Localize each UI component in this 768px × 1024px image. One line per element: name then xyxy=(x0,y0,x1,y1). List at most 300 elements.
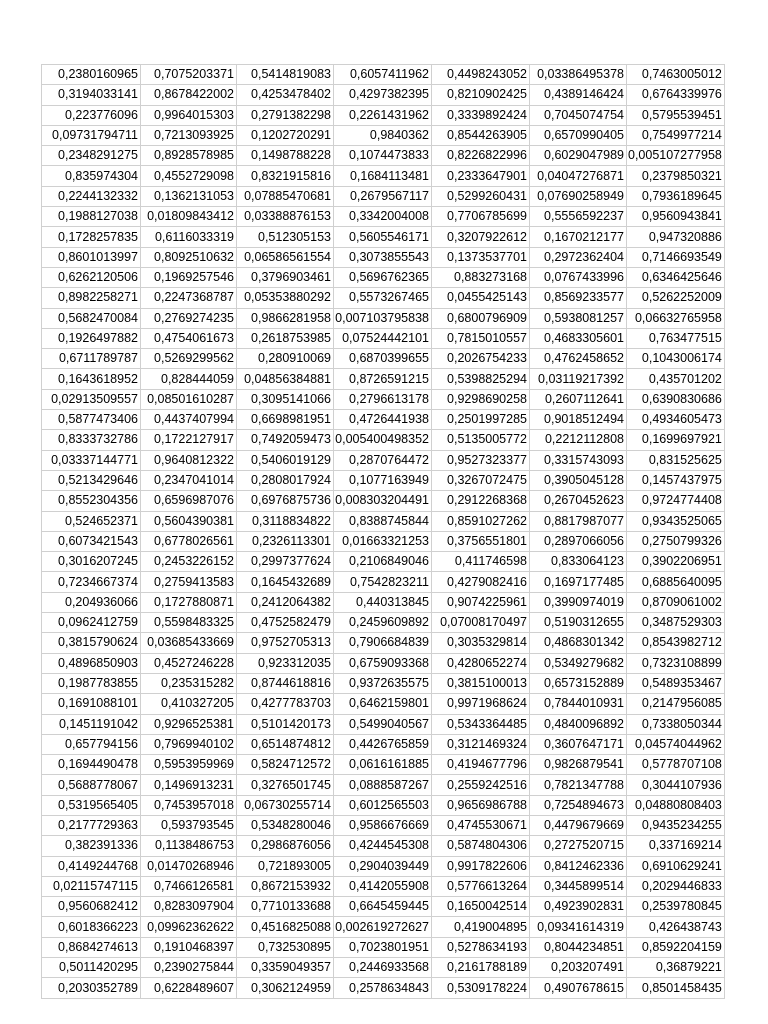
table-cell[interactable]: 0,440313845 xyxy=(334,592,432,612)
table-cell[interactable]: 0,02115747115 xyxy=(42,876,141,896)
table-cell[interactable]: 0,0888587267 xyxy=(334,775,432,795)
table-cell[interactable]: 0,2986876056 xyxy=(237,836,334,856)
table-cell[interactable]: 0,7234667374 xyxy=(42,572,141,592)
table-cell[interactable]: 0,6057411962 xyxy=(334,65,432,85)
table-cell[interactable]: 0,1043006174 xyxy=(627,349,725,369)
table-cell[interactable]: 0,2161788189 xyxy=(432,958,530,978)
table-cell[interactable]: 0,7821347788 xyxy=(530,775,627,795)
table-cell[interactable]: 0,07885470681 xyxy=(237,186,334,206)
table-cell[interactable]: 0,9866281958 xyxy=(237,308,334,328)
table-cell[interactable]: 0,9840362 xyxy=(334,125,432,145)
table-cell[interactable]: 0,4527246228 xyxy=(141,653,237,673)
table-cell[interactable]: 0,007103795838 xyxy=(334,308,432,328)
table-cell[interactable]: 0,2607112641 xyxy=(530,389,627,409)
table-cell[interactable]: 0,4297382395 xyxy=(334,85,432,105)
table-cell[interactable]: 0,6029047989 xyxy=(530,146,627,166)
table-cell[interactable]: 0,1498788228 xyxy=(237,146,334,166)
table-cell[interactable]: 0,9560943841 xyxy=(627,207,725,227)
table-cell[interactable]: 0,657794156 xyxy=(42,734,141,754)
table-cell[interactable]: 0,0616161885 xyxy=(334,755,432,775)
table-cell[interactable]: 0,8543982712 xyxy=(627,633,725,653)
table-cell[interactable]: 0,7815010557 xyxy=(432,328,530,348)
table-cell[interactable]: 0,4479679669 xyxy=(530,815,627,835)
table-cell[interactable]: 0,6514874812 xyxy=(237,734,334,754)
table-cell[interactable]: 0,2750799326 xyxy=(627,531,725,551)
table-cell[interactable]: 0,833064123 xyxy=(530,552,627,572)
table-cell[interactable]: 0,3207922612 xyxy=(432,227,530,247)
table-cell[interactable]: 0,732530895 xyxy=(237,937,334,957)
table-cell[interactable]: 0,9724774408 xyxy=(627,491,725,511)
table-cell[interactable]: 0,08501610287 xyxy=(141,389,237,409)
table-cell[interactable]: 0,03685433669 xyxy=(141,633,237,653)
table-cell[interactable]: 0,005400498352 xyxy=(334,430,432,450)
table-cell[interactable]: 0,4552729098 xyxy=(141,166,237,186)
table-cell[interactable]: 0,4868301342 xyxy=(530,633,627,653)
table-cell[interactable]: 0,5605546171 xyxy=(334,227,432,247)
table-cell[interactable]: 0,6698981951 xyxy=(237,410,334,430)
table-cell[interactable]: 0,435701202 xyxy=(627,369,725,389)
table-cell[interactable]: 0,008303204491 xyxy=(334,491,432,511)
table-cell[interactable]: 0,3796903461 xyxy=(237,267,334,287)
table-cell[interactable]: 0,5795539451 xyxy=(627,105,725,125)
table-cell[interactable]: 0,6462159801 xyxy=(334,694,432,714)
table-cell[interactable]: 0,2106849046 xyxy=(334,552,432,572)
table-cell[interactable]: 0,9752705313 xyxy=(237,633,334,653)
table-cell[interactable]: 0,7936189645 xyxy=(627,186,725,206)
table-cell[interactable]: 0,3815100013 xyxy=(432,673,530,693)
table-cell[interactable]: 0,2379850321 xyxy=(627,166,725,186)
table-cell[interactable]: 0,8333732786 xyxy=(42,430,141,450)
table-cell[interactable]: 0,2412064382 xyxy=(237,592,334,612)
table-cell[interactable]: 0,4726441938 xyxy=(334,410,432,430)
table-cell[interactable]: 0,4754061673 xyxy=(141,328,237,348)
table-cell[interactable]: 0,06730255714 xyxy=(237,795,334,815)
table-cell[interactable]: 0,2453226152 xyxy=(141,552,237,572)
table-cell[interactable]: 0,5874804306 xyxy=(432,836,530,856)
table-cell[interactable]: 0,8592204159 xyxy=(627,937,725,957)
table-cell[interactable]: 0,04047276871 xyxy=(530,166,627,186)
table-cell[interactable]: 0,9586676669 xyxy=(334,815,432,835)
table-cell[interactable]: 0,5598483325 xyxy=(141,613,237,633)
table-cell[interactable]: 0,04880808403 xyxy=(627,795,725,815)
table-cell[interactable]: 0,8569233577 xyxy=(530,288,627,308)
table-cell[interactable]: 0,6910629241 xyxy=(627,856,725,876)
table-cell[interactable]: 0,6012565503 xyxy=(334,795,432,815)
table-cell[interactable]: 0,7969940102 xyxy=(141,734,237,754)
table-cell[interactable]: 0,9527323377 xyxy=(432,450,530,470)
table-cell[interactable]: 0,2539780845 xyxy=(627,897,725,917)
table-cell[interactable]: 0,5604390381 xyxy=(141,511,237,531)
table-cell[interactable]: 0,947320886 xyxy=(627,227,725,247)
table-cell[interactable]: 0,8226822996 xyxy=(432,146,530,166)
table-cell[interactable]: 0,7213093925 xyxy=(141,125,237,145)
table-cell[interactable]: 0,2727520715 xyxy=(530,836,627,856)
table-cell[interactable]: 0,5278634193 xyxy=(432,937,530,957)
table-cell[interactable]: 0,1699697921 xyxy=(627,430,725,450)
table-cell[interactable]: 0,721893005 xyxy=(237,856,334,876)
table-cell[interactable]: 0,8601013997 xyxy=(42,247,141,267)
table-cell[interactable]: 0,2670452623 xyxy=(530,491,627,511)
table-cell[interactable]: 0,6073421543 xyxy=(42,531,141,551)
table-cell[interactable]: 0,2501997285 xyxy=(432,410,530,430)
table-cell[interactable]: 0,8412462336 xyxy=(530,856,627,876)
table-cell[interactable]: 0,5011420295 xyxy=(42,958,141,978)
table-cell[interactable]: 0,0767433996 xyxy=(530,267,627,287)
table-cell[interactable]: 0,8678422002 xyxy=(141,85,237,105)
table-cell[interactable]: 0,5776613264 xyxy=(432,876,530,896)
table-cell[interactable]: 0,0455425143 xyxy=(432,288,530,308)
table-cell[interactable]: 0,9435234255 xyxy=(627,815,725,835)
table-cell[interactable]: 0,3607647171 xyxy=(530,734,627,754)
table-cell[interactable]: 0,5398825294 xyxy=(432,369,530,389)
table-cell[interactable]: 0,828444059 xyxy=(141,369,237,389)
table-cell[interactable]: 0,5499040567 xyxy=(334,714,432,734)
table-cell[interactable]: 0,5101420173 xyxy=(237,714,334,734)
table-cell[interactable]: 0,4426765859 xyxy=(334,734,432,754)
table-cell[interactable]: 0,7453957018 xyxy=(141,795,237,815)
table-cell[interactable]: 0,04856384881 xyxy=(237,369,334,389)
table-cell[interactable]: 0,07690258949 xyxy=(530,186,627,206)
table-cell[interactable]: 0,512305153 xyxy=(237,227,334,247)
table-cell[interactable]: 0,02913509557 xyxy=(42,389,141,409)
table-cell[interactable]: 0,6228489607 xyxy=(141,978,237,998)
table-cell[interactable]: 0,2390275844 xyxy=(141,958,237,978)
table-cell[interactable]: 0,2029446833 xyxy=(627,876,725,896)
table-cell[interactable]: 0,883273168 xyxy=(432,267,530,287)
table-cell[interactable]: 0,9656986788 xyxy=(432,795,530,815)
table-cell[interactable]: 0,2769274235 xyxy=(141,308,237,328)
table-cell[interactable]: 0,7045074754 xyxy=(530,105,627,125)
table-cell[interactable]: 0,09341614319 xyxy=(530,917,627,937)
table-cell[interactable]: 0,2026754233 xyxy=(432,349,530,369)
table-cell[interactable]: 0,2030352789 xyxy=(42,978,141,998)
table-cell[interactable]: 0,5414819083 xyxy=(237,65,334,85)
table-cell[interactable]: 0,6262120506 xyxy=(42,267,141,287)
table-cell[interactable]: 0,6645459445 xyxy=(334,897,432,917)
table-cell[interactable]: 0,6346425646 xyxy=(627,267,725,287)
table-cell[interactable]: 0,8210902425 xyxy=(432,85,530,105)
table-cell[interactable]: 0,4840096892 xyxy=(530,714,627,734)
table-cell[interactable]: 0,3487529303 xyxy=(627,613,725,633)
table-cell[interactable]: 0,1496913231 xyxy=(141,775,237,795)
table-cell[interactable]: 0,1728257835 xyxy=(42,227,141,247)
table-cell[interactable]: 0,7146693549 xyxy=(627,247,725,267)
table-cell[interactable]: 0,2559242516 xyxy=(432,775,530,795)
table-cell[interactable]: 0,2247368787 xyxy=(141,288,237,308)
table-cell[interactable]: 0,8726591215 xyxy=(334,369,432,389)
table-cell[interactable]: 0,8672153932 xyxy=(237,876,334,896)
table-cell[interactable]: 0,8709061002 xyxy=(627,592,725,612)
table-cell[interactable]: 0,5348280046 xyxy=(237,815,334,835)
table-cell[interactable]: 0,1138486753 xyxy=(141,836,237,856)
table-cell[interactable]: 0,1691088101 xyxy=(42,694,141,714)
table-cell[interactable]: 0,9018512494 xyxy=(530,410,627,430)
table-cell[interactable]: 0,7075203371 xyxy=(141,65,237,85)
table-cell[interactable]: 0,6885640095 xyxy=(627,572,725,592)
table-cell[interactable]: 0,4498243052 xyxy=(432,65,530,85)
table-cell[interactable]: 0,8092510632 xyxy=(141,247,237,267)
table-cell[interactable]: 0,4253478402 xyxy=(237,85,334,105)
table-cell[interactable]: 0,4896850903 xyxy=(42,653,141,673)
table-cell[interactable]: 0,3445899514 xyxy=(530,876,627,896)
table-cell[interactable]: 0,2348291275 xyxy=(42,146,141,166)
table-cell[interactable]: 0,203207491 xyxy=(530,958,627,978)
table-cell[interactable]: 0,2759413583 xyxy=(141,572,237,592)
table-cell[interactable]: 0,2578634843 xyxy=(334,978,432,998)
table-cell[interactable]: 0,09962362622 xyxy=(141,917,237,937)
table-cell[interactable]: 0,2870764472 xyxy=(334,450,432,470)
table-cell[interactable]: 0,9074225961 xyxy=(432,592,530,612)
table-cell[interactable]: 0,8501458435 xyxy=(627,978,725,998)
table-cell[interactable]: 0,7254894673 xyxy=(530,795,627,815)
table-cell[interactable]: 0,8928578985 xyxy=(141,146,237,166)
table-cell[interactable]: 0,06586561554 xyxy=(237,247,334,267)
table-cell[interactable]: 0,9560682412 xyxy=(42,897,141,917)
table-cell[interactable]: 0,1077163949 xyxy=(334,470,432,490)
table-cell[interactable]: 0,7492059473 xyxy=(237,430,334,450)
table-cell[interactable]: 0,7906684839 xyxy=(334,633,432,653)
table-cell[interactable]: 0,3121469324 xyxy=(432,734,530,754)
table-cell[interactable]: 0,6018366223 xyxy=(42,917,141,937)
table-cell[interactable]: 0,593793545 xyxy=(141,815,237,835)
table-cell[interactable]: 0,4279082416 xyxy=(432,572,530,592)
table-cell[interactable]: 0,5938081257 xyxy=(530,308,627,328)
table-cell[interactable]: 0,382391336 xyxy=(42,836,141,856)
table-cell[interactable]: 0,01470268946 xyxy=(141,856,237,876)
table-cell[interactable]: 0,4923902831 xyxy=(530,897,627,917)
table-cell[interactable]: 0,1373537701 xyxy=(432,247,530,267)
table-cell[interactable]: 0,2796613178 xyxy=(334,389,432,409)
table-cell[interactable]: 0,6390830686 xyxy=(627,389,725,409)
table-cell[interactable]: 0,410327205 xyxy=(141,694,237,714)
table-cell[interactable]: 0,831525625 xyxy=(627,450,725,470)
table-cell[interactable]: 0,3016207245 xyxy=(42,552,141,572)
table-cell[interactable]: 0,5556592237 xyxy=(530,207,627,227)
table-cell[interactable]: 0,1074473833 xyxy=(334,146,432,166)
table-cell[interactable]: 0,3815790624 xyxy=(42,633,141,653)
table-cell[interactable]: 0,3095141066 xyxy=(237,389,334,409)
table-cell[interactable]: 0,1727880871 xyxy=(141,592,237,612)
table-cell[interactable]: 0,1969257546 xyxy=(141,267,237,287)
table-cell[interactable]: 0,4762458652 xyxy=(530,349,627,369)
table-cell[interactable]: 0,1670212177 xyxy=(530,227,627,247)
table-cell[interactable]: 0,07008170497 xyxy=(432,613,530,633)
table-cell[interactable]: 0,9917822606 xyxy=(432,856,530,876)
table-cell[interactable]: 0,4149244768 xyxy=(42,856,141,876)
table-cell[interactable]: 0,7710133688 xyxy=(237,897,334,917)
table-cell[interactable]: 0,6800796909 xyxy=(432,308,530,328)
table-cell[interactable]: 0,2347041014 xyxy=(141,470,237,490)
table-cell[interactable]: 0,7466126581 xyxy=(141,876,237,896)
table-cell[interactable]: 0,2808017924 xyxy=(237,470,334,490)
table-cell[interactable]: 0,36879221 xyxy=(627,958,725,978)
table-cell[interactable]: 0,8591027262 xyxy=(432,511,530,531)
table-cell[interactable]: 0,07524442101 xyxy=(334,328,432,348)
table-cell[interactable]: 0,7463005012 xyxy=(627,65,725,85)
table-cell[interactable]: 0,9971968624 xyxy=(432,694,530,714)
table-cell[interactable]: 0,2618753985 xyxy=(237,328,334,348)
table-cell[interactable]: 0,7323108899 xyxy=(627,653,725,673)
table-cell[interactable]: 0,3756551801 xyxy=(432,531,530,551)
table-cell[interactable]: 0,1643618952 xyxy=(42,369,141,389)
table-cell[interactable]: 0,01663321253 xyxy=(334,531,432,551)
table-cell[interactable]: 0,3267072475 xyxy=(432,470,530,490)
table-cell[interactable]: 0,1722127917 xyxy=(141,430,237,450)
table-cell[interactable]: 0,4277783703 xyxy=(237,694,334,714)
table-cell[interactable]: 0,8982258271 xyxy=(42,288,141,308)
table-cell[interactable]: 0,8684274613 xyxy=(42,937,141,957)
table-cell[interactable]: 0,337169214 xyxy=(627,836,725,856)
table-cell[interactable]: 0,4389146424 xyxy=(530,85,627,105)
table-cell[interactable]: 0,3905045128 xyxy=(530,470,627,490)
table-cell[interactable]: 0,5309178224 xyxy=(432,978,530,998)
table-cell[interactable]: 0,5406019129 xyxy=(237,450,334,470)
table-cell[interactable]: 0,4437407994 xyxy=(141,410,237,430)
table-cell[interactable]: 0,6596987076 xyxy=(141,491,237,511)
table-cell[interactable]: 0,5953959969 xyxy=(141,755,237,775)
table-cell[interactable]: 0,4752582479 xyxy=(237,613,334,633)
table-cell[interactable]: 0,419004895 xyxy=(432,917,530,937)
table-cell[interactable]: 0,6976875736 xyxy=(237,491,334,511)
table-cell[interactable]: 0,223776096 xyxy=(42,105,141,125)
table-cell[interactable]: 0,6570990405 xyxy=(530,125,627,145)
table-cell[interactable]: 0,5299260431 xyxy=(432,186,530,206)
table-cell[interactable]: 0,4934605473 xyxy=(627,410,725,430)
table-cell[interactable]: 0,7023801951 xyxy=(334,937,432,957)
table-cell[interactable]: 0,3990974019 xyxy=(530,592,627,612)
table-cell[interactable]: 0,3276501745 xyxy=(237,775,334,795)
table-cell[interactable]: 0,5319565405 xyxy=(42,795,141,815)
table-cell[interactable]: 0,5824712572 xyxy=(237,755,334,775)
table-cell[interactable]: 0,4280652274 xyxy=(432,653,530,673)
table-cell[interactable]: 0,1645432689 xyxy=(237,572,334,592)
table-cell[interactable]: 0,6778026561 xyxy=(141,531,237,551)
table-cell[interactable]: 0,1697177485 xyxy=(530,572,627,592)
table-cell[interactable]: 0,8817987077 xyxy=(530,511,627,531)
table-cell[interactable]: 0,5696762365 xyxy=(334,267,432,287)
table-cell[interactable]: 0,8744618816 xyxy=(237,673,334,693)
table-cell[interactable]: 0,5213429646 xyxy=(42,470,141,490)
table-cell[interactable]: 0,2333647901 xyxy=(432,166,530,186)
table-cell[interactable]: 0,4194677796 xyxy=(432,755,530,775)
table-cell[interactable]: 0,3902206951 xyxy=(627,552,725,572)
table-cell[interactable]: 0,6764339976 xyxy=(627,85,725,105)
table-cell[interactable]: 0,05353880292 xyxy=(237,288,334,308)
table-cell[interactable]: 0,3359049357 xyxy=(237,958,334,978)
table-cell[interactable]: 0,2177729363 xyxy=(42,815,141,835)
table-cell[interactable]: 0,6116033319 xyxy=(141,227,237,247)
table-cell[interactable]: 0,3315743093 xyxy=(530,450,627,470)
table-cell[interactable]: 0,3118834822 xyxy=(237,511,334,531)
table-cell[interactable]: 0,06632765958 xyxy=(627,308,725,328)
table-cell[interactable]: 0,5573267465 xyxy=(334,288,432,308)
table-cell[interactable]: 0,923312035 xyxy=(237,653,334,673)
table-cell[interactable]: 0,7542823211 xyxy=(334,572,432,592)
table-cell[interactable]: 0,4142055908 xyxy=(334,876,432,896)
table-cell[interactable]: 0,2261431962 xyxy=(334,105,432,125)
table-cell[interactable]: 0,7844010931 xyxy=(530,694,627,714)
table-cell[interactable]: 0,2459609892 xyxy=(334,613,432,633)
table-cell[interactable]: 0,3194033141 xyxy=(42,85,141,105)
table-cell[interactable]: 0,4683305601 xyxy=(530,328,627,348)
table-cell[interactable]: 0,5349279682 xyxy=(530,653,627,673)
table-cell[interactable]: 0,2912268368 xyxy=(432,491,530,511)
table-cell[interactable]: 0,03388876153 xyxy=(237,207,334,227)
table-cell[interactable]: 0,0962412759 xyxy=(42,613,141,633)
table-cell[interactable]: 0,3342004008 xyxy=(334,207,432,227)
table-cell[interactable]: 0,03337144771 xyxy=(42,450,141,470)
table-cell[interactable]: 0,9343525065 xyxy=(627,511,725,531)
table-cell[interactable]: 0,8388745844 xyxy=(334,511,432,531)
table-cell[interactable]: 0,1202720291 xyxy=(237,125,334,145)
table-cell[interactable]: 0,411746598 xyxy=(432,552,530,572)
table-cell[interactable]: 0,5877473406 xyxy=(42,410,141,430)
table-cell[interactable]: 0,09731794711 xyxy=(42,125,141,145)
table-cell[interactable]: 0,03386495378 xyxy=(530,65,627,85)
table-cell[interactable]: 0,8283097904 xyxy=(141,897,237,917)
table-cell[interactable]: 0,6870399655 xyxy=(334,349,432,369)
table-cell[interactable]: 0,2791382298 xyxy=(237,105,334,125)
table-cell[interactable]: 0,5190312655 xyxy=(530,613,627,633)
table-cell[interactable]: 0,2679567117 xyxy=(334,186,432,206)
table-cell[interactable]: 0,2212112808 xyxy=(530,430,627,450)
table-cell[interactable]: 0,6711789787 xyxy=(42,349,141,369)
table-cell[interactable]: 0,204936066 xyxy=(42,592,141,612)
table-cell[interactable]: 0,3044107936 xyxy=(627,775,725,795)
table-cell[interactable]: 0,5269299562 xyxy=(141,349,237,369)
table-cell[interactable]: 0,8321915816 xyxy=(237,166,334,186)
table-cell[interactable]: 0,1987783855 xyxy=(42,673,141,693)
table-cell[interactable]: 0,235315282 xyxy=(141,673,237,693)
table-cell[interactable]: 0,2147956085 xyxy=(627,694,725,714)
table-cell[interactable]: 0,8552304356 xyxy=(42,491,141,511)
table-cell[interactable]: 0,9640812322 xyxy=(141,450,237,470)
table-cell[interactable]: 0,2380160965 xyxy=(42,65,141,85)
table-cell[interactable]: 0,9964015303 xyxy=(141,105,237,125)
table-cell[interactable]: 0,763477515 xyxy=(627,328,725,348)
table-cell[interactable]: 0,1694490478 xyxy=(42,755,141,775)
table-cell[interactable]: 0,8544263905 xyxy=(432,125,530,145)
table-cell[interactable]: 0,9826879541 xyxy=(530,755,627,775)
table-cell[interactable]: 0,9298690258 xyxy=(432,389,530,409)
table-cell[interactable]: 0,1457437975 xyxy=(627,470,725,490)
table-cell[interactable]: 0,2972362404 xyxy=(530,247,627,267)
table-cell[interactable]: 0,5682470084 xyxy=(42,308,141,328)
table-cell[interactable]: 0,280910069 xyxy=(237,349,334,369)
table-cell[interactable]: 0,5489353467 xyxy=(627,673,725,693)
table-cell[interactable]: 0,04574044962 xyxy=(627,734,725,754)
table-cell[interactable]: 0,1988127038 xyxy=(42,207,141,227)
table-cell[interactable]: 0,9296525381 xyxy=(141,714,237,734)
table-cell[interactable]: 0,1684113481 xyxy=(334,166,432,186)
table-cell[interactable]: 0,2326113301 xyxy=(237,531,334,551)
table-cell[interactable]: 0,6573152889 xyxy=(530,673,627,693)
table-cell[interactable]: 0,3339892424 xyxy=(432,105,530,125)
table-cell[interactable]: 0,2997377624 xyxy=(237,552,334,572)
table-cell[interactable]: 0,5778707108 xyxy=(627,755,725,775)
table-cell[interactable]: 0,5262252009 xyxy=(627,288,725,308)
table-cell[interactable]: 0,1362131053 xyxy=(141,186,237,206)
table-cell[interactable]: 0,01809843412 xyxy=(141,207,237,227)
table-cell[interactable]: 0,2904039449 xyxy=(334,856,432,876)
table-cell[interactable]: 0,8044234851 xyxy=(530,937,627,957)
table-cell[interactable]: 0,2897066056 xyxy=(530,531,627,551)
table-cell[interactable]: 0,7549977214 xyxy=(627,125,725,145)
table-cell[interactable]: 0,4907678615 xyxy=(530,978,627,998)
table-cell[interactable]: 0,7706785699 xyxy=(432,207,530,227)
table-cell[interactable]: 0,7338050344 xyxy=(627,714,725,734)
table-cell[interactable]: 0,1650042514 xyxy=(432,897,530,917)
